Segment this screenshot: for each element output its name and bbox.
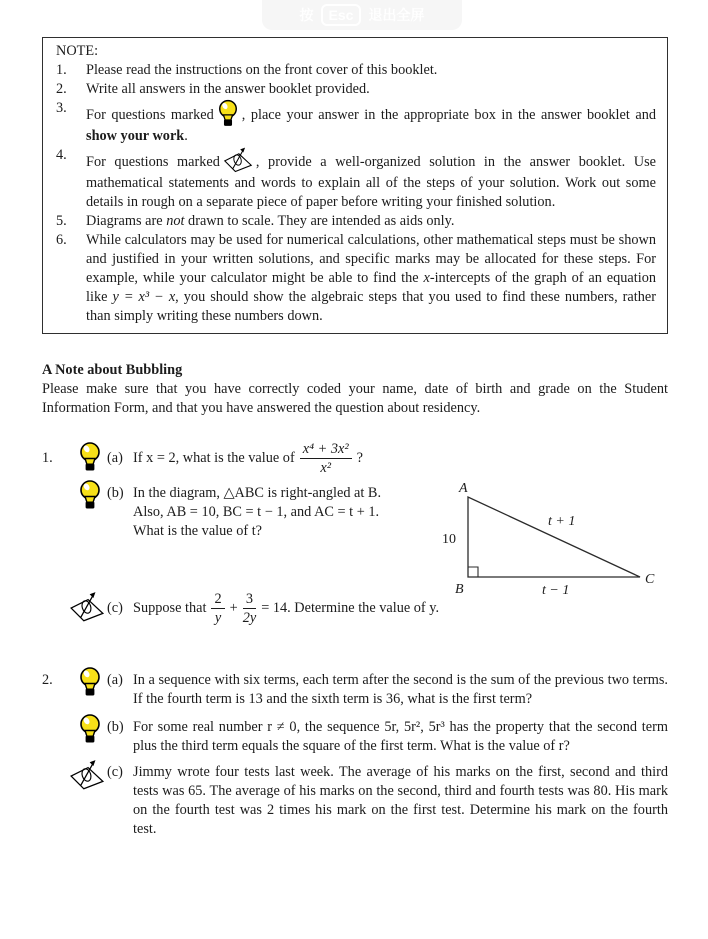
question-number: 1. (42, 450, 53, 466)
esc-key-badge: Esc (321, 4, 362, 26)
note-item-4 (56, 146, 656, 212)
note-item-3 (56, 99, 656, 146)
part-text: In a sequence with six terms, each term after the second is the sum of the previous two terms. If the fourth term is 13 and the sixth term is 36, what is the first term? (133, 672, 668, 707)
bubbling-title: A Note about Bubbling (42, 362, 183, 378)
question-2 (42, 671, 668, 839)
question-2a (42, 671, 668, 709)
note-item-text-mid: -intercepts of the graph of an equation like (86, 270, 657, 305)
side-ab-label: 10 (442, 532, 456, 547)
fraction-numerator: 2 (211, 591, 224, 609)
fraction-numerator: 3 (243, 591, 257, 609)
note-item-number: 6. (56, 232, 67, 248)
lightbulb-icon (217, 99, 239, 127)
note-item-text-bold: show your work (86, 128, 185, 144)
note-item-text (86, 212, 656, 231)
lightbulb-icon (78, 484, 107, 510)
toast-action-label: 退出全屏 (368, 6, 425, 23)
part-text (133, 484, 469, 541)
side-bc-label: t − 1 (542, 583, 570, 598)
bubbling-text: Please make sure that you have correctly coded your name, date of birth and grade on the Student Information Form, and that you have answered the question about residency. (42, 381, 668, 416)
plus-sign: + (229, 599, 238, 616)
note-box (42, 37, 668, 334)
vertex-a-label: A (459, 481, 468, 496)
note-item-text-pre: Diagrams are (86, 213, 167, 229)
note-item-number: 5. (56, 213, 67, 229)
note-item-5 (56, 212, 656, 231)
pencil-icon (223, 146, 253, 174)
fraction-denominator: x² (320, 460, 331, 476)
fraction (300, 441, 352, 476)
fraction-denominator: 2y (242, 610, 257, 626)
lightbulb-icon (78, 671, 107, 697)
fraction-numerator: x⁴ + 3x² (300, 441, 352, 459)
part-text-end: = 14. Determine the value of y. (261, 599, 440, 616)
part-label: (c) (107, 764, 123, 780)
note-item-number: 2. (56, 81, 67, 97)
note-item-text-mid: , place your answer in the appropriate box in the answer booklet and (241, 107, 656, 123)
note-item-text: Write all answers in the answer booklet provided. (86, 81, 370, 97)
note-item-6 (56, 231, 656, 326)
note-item-text-end: , you should show the algebraic steps that you used to find these numbers, rather than simply writing these numbers down. (86, 289, 656, 324)
note-title: NOTE: (56, 43, 99, 59)
part-text (133, 591, 439, 626)
lightbulb-icon (78, 446, 107, 472)
part-label: (b) (107, 485, 124, 501)
note-item-number: 1. (56, 62, 67, 78)
part-label: (a) (107, 672, 123, 688)
part-text-end: ? (356, 449, 363, 466)
note-item-number: 3. (56, 100, 67, 116)
part-text: Jimmy wrote four tests last week. The average of his marks on the first, second and third tests was 65. The average of his marks on the second, third and fourth tests was 80. His mark on the fourth test was 2 times his mark on the first test. Determine his mark on the fourth test. (133, 764, 668, 837)
note-item-text (86, 99, 656, 146)
part-text-pre: Suppose that (133, 599, 207, 616)
vertex-b-label: B (455, 582, 464, 597)
note-item-text-end: . (184, 128, 188, 144)
note-item-2 (56, 80, 656, 99)
fraction (211, 591, 224, 626)
note-item-text-end: , provide a well-organized solution in the answer booklet. Use mathematical statements and words to explain all of the steps of your solution. Work out some details in rough on a separate piece of paper before writing your finished solution. (86, 154, 657, 210)
note-item-equation: y = x³ − x (112, 289, 176, 305)
note-item-text-end: drawn to scale. They are intended as aids only. (184, 213, 455, 229)
part-text-line: In the diagram, △ABC is right-angled at B. (133, 485, 382, 501)
question-number: 2. (42, 672, 53, 688)
note-item-1 (56, 61, 656, 80)
bubbling-note (42, 361, 668, 418)
part-label: (b) (107, 719, 124, 735)
part-text: For some real number r ≠ 0, the sequence 5r, 5r², 5r³ has the property that the second term plus the third term equals the square of the first term. What is the value of r? (133, 719, 668, 754)
question-2c (42, 763, 668, 839)
note-item-text (86, 231, 656, 326)
fraction (243, 591, 257, 626)
question-2b (42, 718, 668, 756)
triangle-diagram (430, 479, 662, 607)
part-label: (a) (107, 450, 123, 466)
toast-press-label: 按 (299, 6, 314, 23)
vertex-c-label: C (645, 572, 655, 587)
pencil-icon (78, 595, 107, 623)
fullscreen-exit-toast (262, 0, 462, 30)
side-ac-label: t + 1 (548, 514, 576, 529)
note-item-number: 4. (56, 147, 67, 163)
part-text-line: What is the value of t? (133, 523, 263, 539)
lightbulb-icon (78, 718, 107, 744)
part-text-pre: If x = 2, what is the value of (133, 449, 295, 466)
fraction-denominator: y (214, 610, 222, 626)
part-text (133, 441, 363, 476)
note-item-text: Please read the instructions on the front cover of this booklet. (86, 62, 438, 78)
part-text-line: Also, AB = 10, BC = t − 1, and AC = t + 1. (133, 504, 380, 520)
right-angle-marker (468, 567, 478, 577)
note-item-text-pre: For questions marked (86, 154, 220, 170)
triangle-outline (468, 497, 640, 577)
pencil-icon (78, 763, 107, 791)
note-item-text-italic: x (423, 270, 430, 286)
part-label: (c) (107, 600, 123, 616)
note-item-text-pre: While calculators may be used for numerical calculations, other mathematical steps must be shown and justified in your written solutions, and specific marks may be allocated for these steps. For example, while your calculator might be able to find the (86, 232, 656, 286)
note-item-text-pre: For questions marked (86, 107, 214, 123)
question-1a (42, 441, 668, 476)
note-item-text (86, 146, 656, 212)
note-item-text-italic: not (166, 213, 185, 229)
